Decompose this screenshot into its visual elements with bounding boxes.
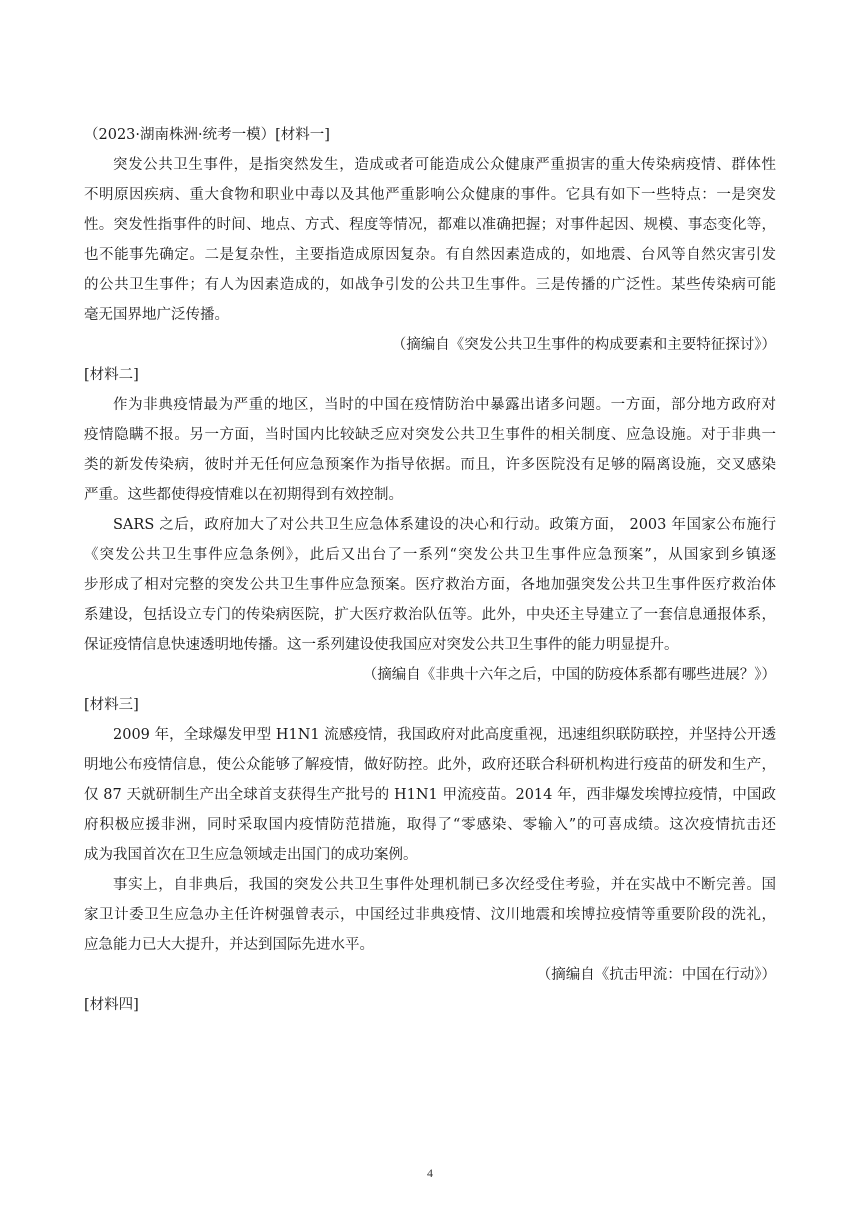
text-line: 也不能事先确定。二是复杂性，主要指造成原因复杂。有自然因素造成的，如地震、台风等自然灾害引发 bbox=[84, 247, 776, 263]
material4-label: [材料四] bbox=[84, 997, 139, 1013]
material3-paragraph-2 bbox=[84, 870, 776, 960]
text-line: 不明原因疾病、重大食物和职业中毒以及其他严重影响公众健康的事件。它具有如下一些特点：一是突发 bbox=[84, 187, 776, 203]
text-line: 事实上，自非典后，我国的突发公共卫生事件处理机制已多次经受住考验，并在实战中不断完善。国 bbox=[113, 877, 776, 893]
text-line: 突发公共卫生事件，是指突然发生，造成或者可能造成公众健康严重损害的重大传染病疫情、群体性 bbox=[113, 157, 776, 173]
question-header: （2023·湖南株洲·统考一模）[材料一] bbox=[84, 127, 330, 143]
material3-label: [材料三] bbox=[84, 697, 139, 713]
text-line: 步形成了相对完整的突发公共卫生事件应急预案。医疗救治方面，各地加强突发公共卫生事件医疗救治体 bbox=[84, 577, 776, 593]
document-content bbox=[84, 120, 776, 1020]
text-line: 明地公布疫情信息，使公众能够了解疫情，做好防控。此外，政府还联合科研机构进行疫苗的研发和生产， bbox=[84, 757, 776, 773]
material2-source: （摘编自《非典十六年之后，中国的防疫体系都有哪些进展？》） bbox=[362, 667, 776, 683]
text-line: 系建设，包括设立专门的传染病医院，扩大医疗救治队伍等。此外，中央还主导建立了一套信息通报体系， bbox=[84, 607, 776, 623]
text-line: 的公共卫生事件；有人为因素造成的，如战争引发的公共卫生事件。三是传播的广泛性。某些传染病可能 bbox=[84, 277, 776, 293]
material2-label: [材料二] bbox=[84, 367, 139, 383]
text-line: 性。突发性指事件的时间、地点、方式、程度等情况，都难以准确把握；对事件起因、规模、事态变化等， bbox=[84, 217, 776, 233]
material1-source: （摘编自《突发公共卫生事件的构成要素和主要特征探讨》） bbox=[391, 337, 776, 353]
text-line: 严重。这些都使得疫情难以在初期得到有效控制。 bbox=[84, 487, 403, 503]
text-line: 应急能力已大大提升，并达到国际先进水平。 bbox=[84, 937, 374, 953]
material1-paragraph bbox=[84, 150, 776, 330]
text-line: 作为非典疫情最为严重的地区，当时的中国在疫情防治中暴露出诸多问题。一方面，部分地方政府对 bbox=[113, 397, 776, 413]
text-line: 类的新发传染病，彼时并无任何应急预案作为指导依据。而且，许多医院没有足够的隔离设施，交叉感染 bbox=[84, 457, 776, 473]
material2-paragraph-2 bbox=[84, 510, 776, 660]
text-line: 疫情隐瞒不报。另一方面，当时国内比较缺乏应对突发公共卫生事件的相关制度、应急设施。对于非典一 bbox=[84, 427, 776, 443]
material3-source: （摘编自《抗击甲流：中国在行动》） bbox=[536, 967, 776, 983]
text-line: 家卫计委卫生应急办主任许树强曾表示，中国经过非典疫情、汶川地震和埃博拉疫情等重要阶段的洗礼， bbox=[84, 907, 776, 923]
material2-paragraph-1 bbox=[84, 390, 776, 510]
text-line: 府积极应援非洲，同时采取国内疫情防范措施，取得了“零感染、零输入”的可喜成绩。这次疫情抗击还 bbox=[84, 817, 776, 833]
text-line: 《突发公共卫生事件应急条例》，此后又出台了一系列“突发公共卫生事件应急预案”，从国家到乡镇逐 bbox=[84, 547, 776, 563]
text-line: 2009 年，全球爆发甲型 H1N1 流感疫情，我国政府对此高度重视，迅速组织联防联控，并坚持公开透 bbox=[113, 727, 776, 743]
page-number: 4 bbox=[427, 1166, 433, 1180]
text-line: 保证疫情信息快速透明地传播。这一系列建设使我国应对突发公共卫生事件的能力明显提升。 bbox=[84, 637, 679, 653]
text-line: 仅 87 天就研制生产出全球首支获得生产批号的 H1N1 甲流疫苗。2014 年，西非爆发埃博拉疫情，中国政 bbox=[84, 787, 776, 803]
text-line: 毫无国界地广泛传播。 bbox=[84, 307, 229, 323]
material3-paragraph-1 bbox=[84, 720, 776, 870]
text-line: SARS 之后，政府加大了对公共卫生应急体系建设的决心和行动。政策方面， 2003 年国家公布施行 bbox=[113, 517, 776, 533]
text-line: 成为我国首次在卫生应急领域走出国门的成功案例。 bbox=[84, 847, 418, 863]
